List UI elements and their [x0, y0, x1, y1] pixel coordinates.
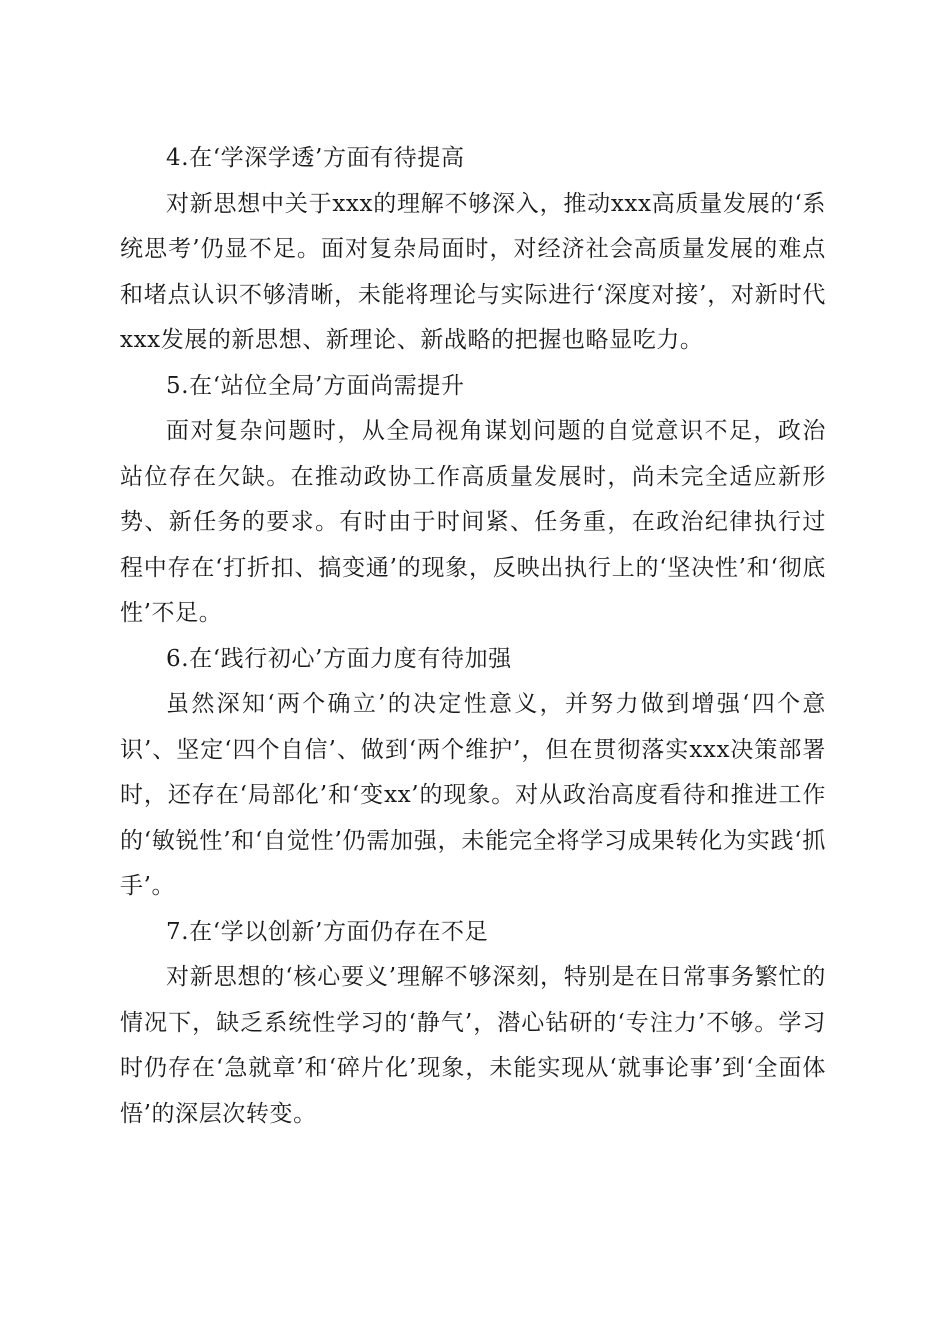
section-heading-5: 5.在‘站位全局’方面尚需提升: [166, 372, 465, 399]
section-paragraph-5: 面对复杂问题时，从全局视角谋划问题的自觉意识不足，政治站位存在欠缺。在推动政协工作高质量发展时，尚未完全适应新形势、新任务的要求。有时由于时间紧、任务重，在政治纪律执行过程中存在‘打折扣、搞变通’的现象，反映出执行上的‘坚决性’和‘彻底性’不足。: [120, 418, 826, 626]
section-paragraph-4: 对新思想中关于xxx的理解不够深入，推动xxx高质量发展的‘系统思考’仍显不足。面对复杂局面时，对经济社会高质量发展的难点和堵点认识不够清晰，未能将理论与实际进行‘深度对接’，对新时代xxx发展的新思想、新理论、新战略的把握也略显吃力。: [120, 190, 826, 353]
section-paragraph-7: 对新思想的‘核心要义’理解不够深刻，特别是在日常事务繁忙的情况下，缺乏系统性学习的‘静气’，潜心钻研的‘专注力’不够。学习时仍存在‘急就章’和‘碎片化’现象，未能实现从‘就事论事’到‘全面体悟’的深层次转变。: [120, 964, 826, 1127]
document-body: [120, 136, 826, 1137]
section-heading-6: 6.在‘践行初心’方面力度有待加强: [166, 645, 512, 672]
section-heading-4: 4.在‘学深学透’方面有待提高: [166, 145, 465, 171]
section-heading-7: 7.在‘学以创新’方面仍存在不足: [166, 918, 489, 945]
section-paragraph-6: 虽然深知‘两个确立’的决定性意义，并努力做到增强‘四个意识’、坚定‘四个自信’、做到‘两个维护’，但在贯彻落实xxx决策部署时，还存在‘局部化’和‘变xx’的现象。对从政治高度看待和推进工作的‘敏锐性’和‘自觉性’仍需加强，未能完全将学习成果转化为实践‘抓手’。: [120, 691, 826, 899]
